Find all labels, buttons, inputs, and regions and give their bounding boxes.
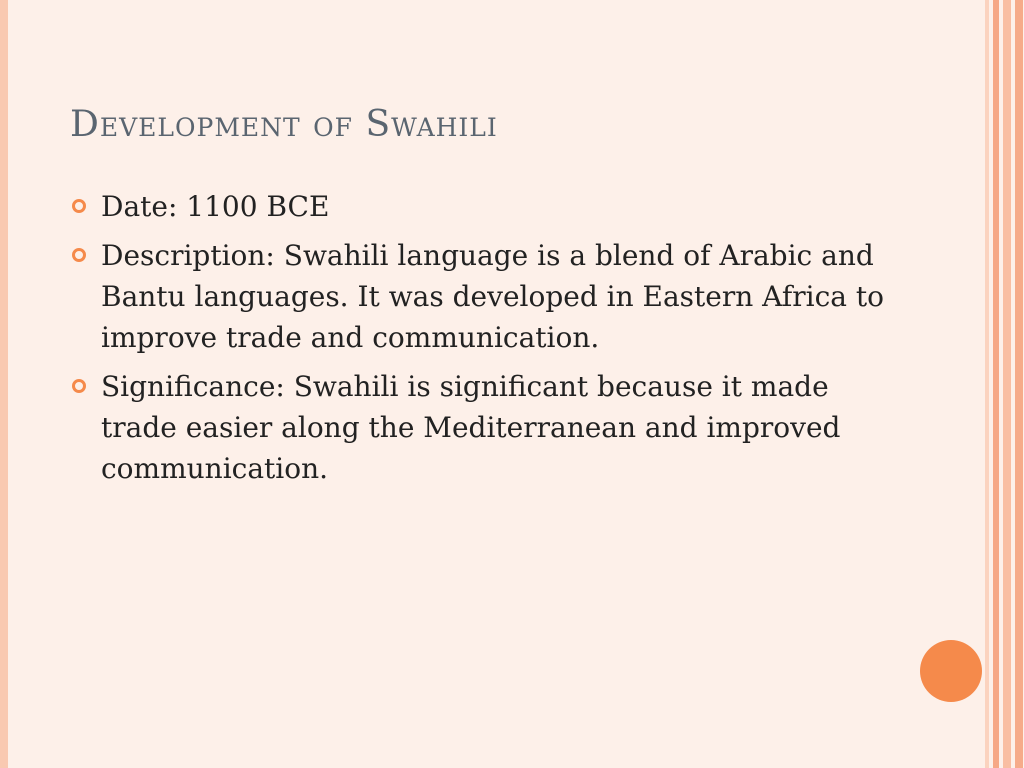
bullet-item-description	[70, 235, 900, 358]
bullet-circle-icon	[72, 248, 86, 262]
bullet-item-significance	[70, 366, 900, 489]
bullet-item-date	[70, 186, 900, 227]
decorative-stripe	[1003, 0, 1011, 768]
bullet-circle-icon	[72, 199, 86, 213]
decorative-stripe	[1015, 0, 1023, 768]
slide-title: Development of Swahili	[70, 104, 498, 145]
bullet-text: Date: 1100 BCE	[101, 190, 330, 223]
bullet-circle-icon	[72, 379, 86, 393]
decorative-stripe	[985, 0, 989, 768]
bullet-text: Description: Swahili language is a blend of Arabic and Bantu languages. It was developed in Eastern Africa to improve trade and communication.	[101, 239, 884, 354]
bullet-text: Significance: Swahili is significant because it made trade easier along the Mediterranean and improved communication.	[101, 370, 841, 485]
bullet-list	[70, 186, 900, 497]
decorative-orb	[920, 640, 982, 702]
decorative-stripe	[993, 0, 999, 768]
